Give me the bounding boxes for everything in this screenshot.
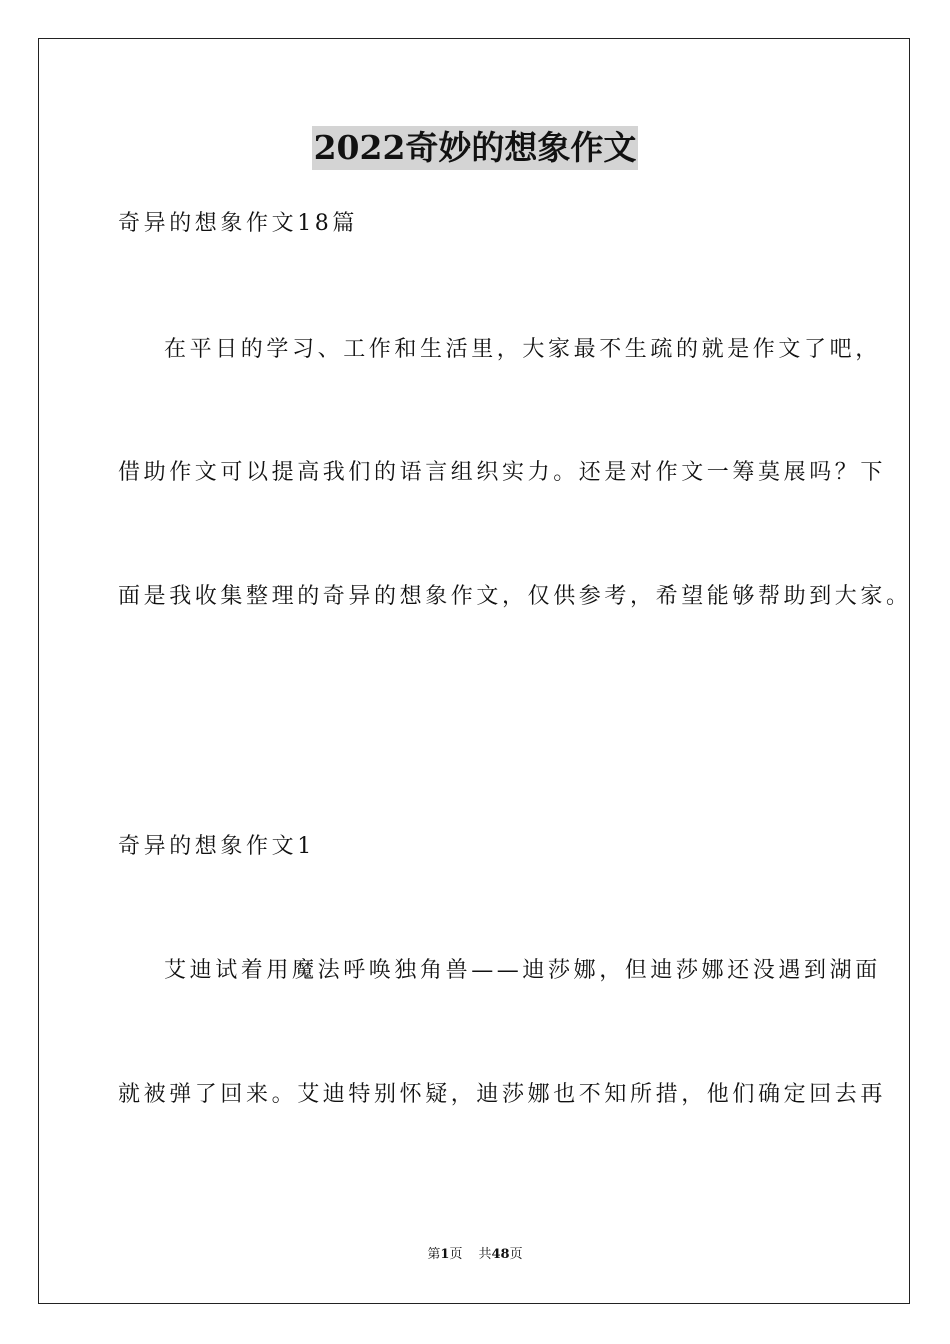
title-container (0, 126, 950, 170)
footer-total-pages: 48 (491, 1247, 510, 1262)
footer-page-suffix: 页 (449, 1247, 463, 1262)
intro-line-2: 借助作文可以提高我们的语言组织实力。还是对作文一筹莫展吗？下 (118, 460, 887, 485)
footer-total-suffix: 页 (509, 1247, 523, 1262)
footer-page-number: 1 (440, 1247, 450, 1262)
body-line-2: 就被弹了回来。艾迪特别怀疑，迪莎娜也不知所措，他们确定回去再 (118, 1082, 887, 1107)
section-heading: 奇异的想象作文1 (118, 834, 315, 859)
document-subtitle: 奇异的想象作文18篇 (118, 211, 358, 236)
footer-page-prefix: 第 (427, 1247, 441, 1262)
document-title: 2022奇妙的想象作文 (312, 126, 639, 170)
page-footer (0, 1246, 950, 1264)
intro-line-3: 面是我收集整理的奇异的想象作文，仅供参考，希望能够帮助到大家。 (118, 584, 912, 609)
intro-line-1: 在平日的学习、工作和生活里，大家最不生疏的就是作文了吧， (164, 337, 881, 362)
body-line-1: 艾迪试着用魔法呼唤独角兽——迪莎娜，但迪莎娜还没遇到湖面 (164, 958, 881, 983)
footer-total-prefix: 共 (478, 1247, 492, 1262)
